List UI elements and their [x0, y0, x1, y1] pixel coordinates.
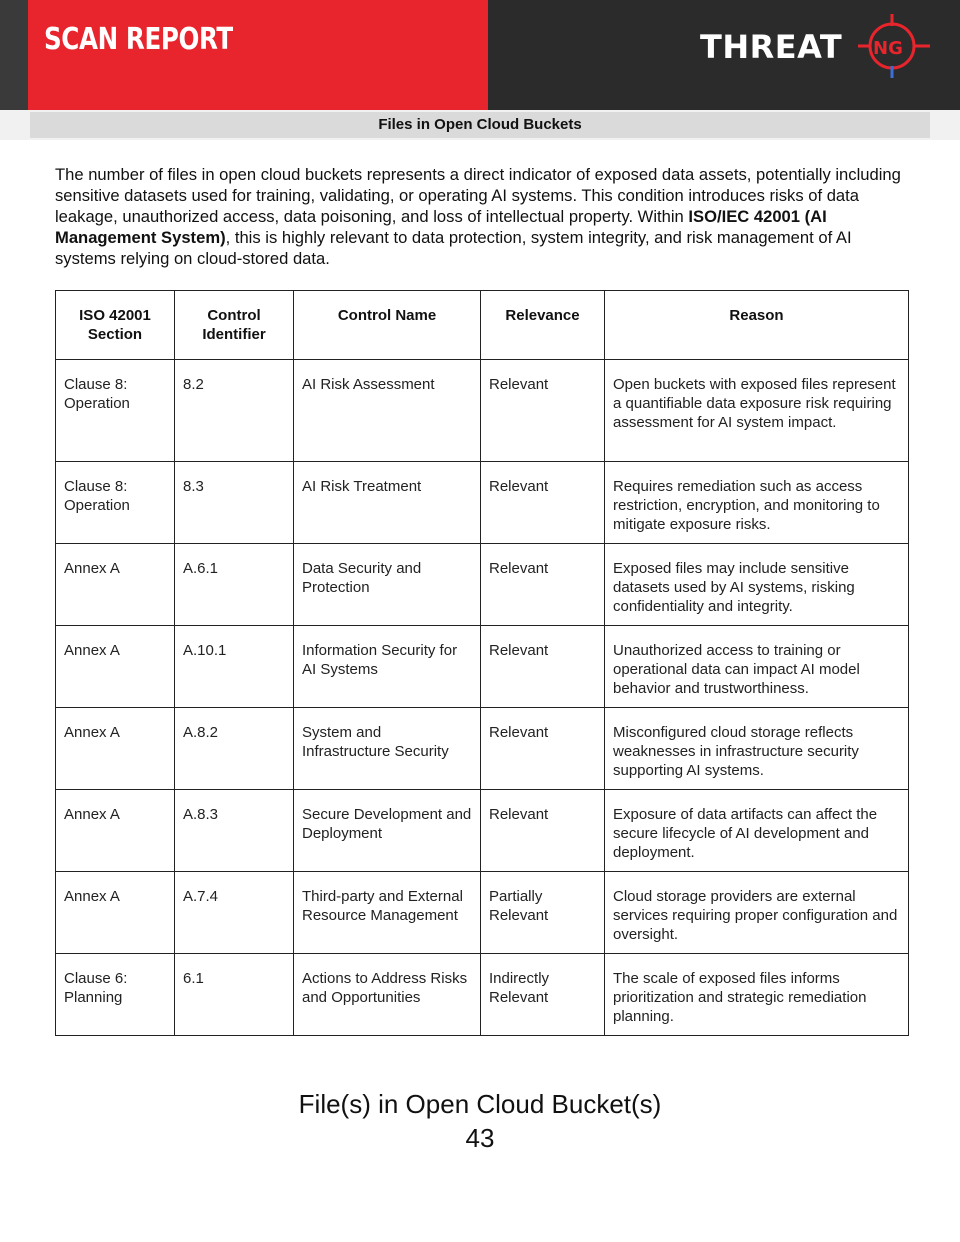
cell-reason: The scale of exposed files informs prioritization and strategic remediation planning.	[605, 954, 909, 1036]
header-section: ISO 42001 Section	[56, 291, 175, 360]
cell-control-id: 8.3	[175, 462, 294, 544]
cell-control-id: A.8.2	[175, 708, 294, 790]
cell-relevance: Relevant	[481, 626, 605, 708]
cell-section: Clause 8: Operation	[56, 462, 175, 544]
cell-reason: Exposed files may include sensitive datasets used by AI systems, risking confidentiality and integrity.	[605, 544, 909, 626]
cell-relevance: Relevant	[481, 708, 605, 790]
cell-relevance: Indirectly Relevant	[481, 954, 605, 1036]
cell-section: Annex A	[56, 790, 175, 872]
cell-control-id: A.8.3	[175, 790, 294, 872]
cell-reason: Exposure of data artifacts can affect the secure lifecycle of AI development and deployment.	[605, 790, 909, 872]
cell-section: Annex A	[56, 544, 175, 626]
table-row	[56, 954, 909, 1036]
controls-table	[55, 290, 909, 1036]
header-control-name: Control Name	[294, 291, 481, 360]
intro-standard-name: ISO/IEC 42001 (AI Management System)	[55, 207, 827, 247]
cell-control-name: Secure Development and Deployment	[294, 790, 481, 872]
threatng-logo	[700, 14, 940, 84]
cell-reason: Unauthorized access to training or operational data can impact AI model behavior and trustworthiness.	[605, 626, 909, 708]
page-number: 43	[465, 1123, 495, 1153]
cell-control-name: AI Risk Treatment	[294, 462, 481, 544]
cell-reason: Cloud storage providers are external services requiring proper configuration and oversight.	[605, 872, 909, 954]
cell-control-id: A.10.1	[175, 626, 294, 708]
table-header-row	[56, 291, 909, 360]
cell-section: Annex A	[56, 708, 175, 790]
cell-control-name: Data Security and Protection	[294, 544, 481, 626]
header-control-id: Control Identifier	[175, 291, 294, 360]
cell-reason: Open buckets with exposed files represent a quantifiable data exposure risk requiring assessment for AI system impact.	[605, 360, 909, 462]
table-row	[56, 462, 909, 544]
intro-text-2: , this is highly relevant to data protection, system integrity, and risk management of AI systems relying on cloud-stored data.	[55, 228, 852, 268]
cell-section: Clause 6: Planning	[56, 954, 175, 1036]
cell-control-name: System and Infrastructure Security	[294, 708, 481, 790]
header-relevance: Relevance	[481, 291, 605, 360]
cell-control-id: A.6.1	[175, 544, 294, 626]
cell-control-id: 6.1	[175, 954, 294, 1036]
table-row	[56, 708, 909, 790]
table-row	[56, 790, 909, 872]
cell-relevance: Relevant	[481, 360, 605, 462]
header-reason: Reason	[605, 291, 909, 360]
header-edge	[0, 0, 28, 110]
cell-control-id: A.7.4	[175, 872, 294, 954]
cell-relevance: Relevant	[481, 462, 605, 544]
cell-relevance: Relevant	[481, 790, 605, 872]
table-row	[56, 544, 909, 626]
cell-section: Annex A	[56, 872, 175, 954]
brand-title: SCAN REPORT	[44, 22, 233, 57]
cell-control-name: Third-party and External Resource Management	[294, 872, 481, 954]
cell-relevance: Relevant	[481, 544, 605, 626]
section-bar-title: Files in Open Cloud Buckets	[30, 112, 930, 138]
cell-section: Annex A	[56, 626, 175, 708]
cell-section: Clause 8: Operation	[56, 360, 175, 462]
cell-reason: Misconfigured cloud storage reflects weaknesses in infrastructure security supporting AI systems.	[605, 708, 909, 790]
cell-control-name: Information Security for AI Systems	[294, 626, 481, 708]
footer-title: File(s) in Open Cloud Bucket(s)	[298, 1089, 662, 1119]
intro-paragraph	[55, 164, 915, 269]
intro-text-1: The number of files in open cloud buckets represents a direct indicator of exposed data assets, potentially including sensitive datasets used for training, validating, or operating AI systems. This condition introduces risks of data leakage, unauthorized access, data poisoning, and loss of intellectual property. Within	[55, 165, 901, 226]
cell-control-id: 8.2	[175, 360, 294, 462]
logo-suffix: NG	[873, 38, 903, 59]
table-row	[56, 360, 909, 462]
cell-control-name: Actions to Address Risks and Opportunities	[294, 954, 481, 1036]
cell-reason: Requires remediation such as access restriction, encryption, and monitoring to mitigate exposure risks.	[605, 462, 909, 544]
table-row	[56, 626, 909, 708]
table-row	[56, 872, 909, 954]
cell-relevance: Partially Relevant	[481, 872, 605, 954]
cell-control-name: AI Risk Assessment	[294, 360, 481, 462]
logo-word: THREAT	[700, 28, 843, 66]
report-header	[0, 0, 960, 110]
